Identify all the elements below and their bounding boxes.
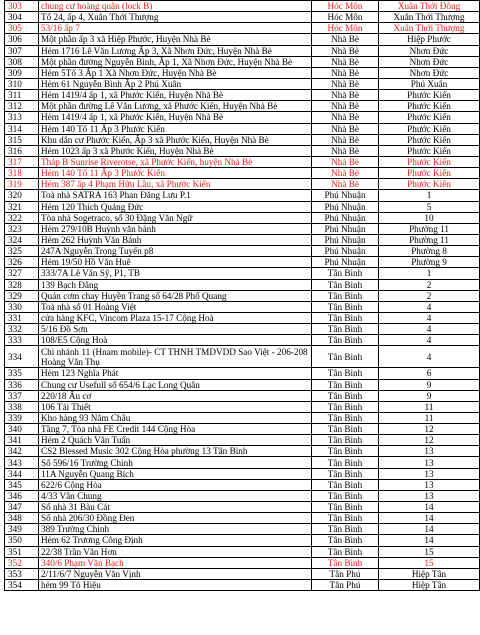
ward-cell: 11 [379, 401, 480, 412]
address-cell: 389 Trường Chinh [39, 524, 312, 535]
row-number-cell: 310 [5, 78, 39, 89]
table-row [5, 223, 480, 234]
table-row [5, 502, 480, 513]
address-cell: Hẻm 1419/4 ấp 1, xã Phước Kiển, Huyện Nhà Bè [39, 112, 312, 123]
table-row [5, 234, 480, 245]
district-cell: Nhà Bè [312, 134, 379, 145]
table-row [5, 290, 480, 301]
ward-cell: 14 [379, 524, 480, 535]
ward-cell: Phước Kiển [379, 123, 480, 134]
row-number-cell: 314 [5, 123, 39, 134]
row-number-cell: 313 [5, 112, 39, 123]
ward-cell: 4 [379, 346, 480, 368]
table-row [5, 524, 480, 535]
ward-cell: 1 [379, 268, 480, 279]
row-number-cell: 320 [5, 190, 39, 201]
address-cell: Tầng 7, Tòa nhà FE Credit 144 Cộng Hòa [39, 424, 312, 435]
district-cell: Tân Bình [312, 513, 379, 524]
district-cell: Tân Bình [312, 412, 379, 423]
row-number-cell: 309 [5, 67, 39, 78]
table-row [5, 546, 480, 557]
table-row [5, 446, 480, 457]
district-cell: Nhà Bè [312, 168, 379, 179]
row-number-cell: 345 [5, 479, 39, 490]
table-row [5, 257, 480, 268]
district-cell: Phú Nhuận [312, 246, 379, 257]
address-cell: Tháp B Sunrise Riverotse, xã Phước Kiển, huyện Nhà Bè [39, 156, 312, 167]
address-cell: 53/16 ấp 7 [39, 23, 312, 34]
district-cell: Tân Phú [312, 568, 379, 579]
address-cell: 106 Tái Thiết [39, 401, 312, 412]
district-cell: Tân Bình [312, 324, 379, 335]
address-cell: Số nhà 31 Bàu Cát [39, 502, 312, 513]
ward-cell: 15 [379, 557, 480, 568]
ward-cell: Phước Kiển [379, 179, 480, 190]
address-cell: Quán cơm chay Huyền Trang số 64/28 Phổ Quang [39, 290, 312, 301]
ward-cell: 13 [379, 490, 480, 501]
address-cell: 11A Nguyễn Quang Bích [39, 468, 312, 479]
district-cell: Tân Bình [312, 479, 379, 490]
row-number-cell: 344 [5, 468, 39, 479]
address-cell: 622/6 Cộng Hòa [39, 479, 312, 490]
address-cell: 333/7A Lê Văn Sỹ, P1, TB [39, 268, 312, 279]
ward-cell: 13 [379, 457, 480, 468]
ward-cell: 10 [379, 212, 480, 223]
ward-cell: 5 [379, 201, 480, 212]
district-cell: Tân Phú [312, 580, 379, 591]
table-row [5, 23, 480, 34]
district-cell: Phú Nhuận [312, 212, 379, 223]
address-cell: 108/E5 Cộng Hoà [39, 335, 312, 346]
ward-cell: Nhơn Đức [379, 45, 480, 56]
address-cell: Hẻm 123 Nghĩa Phát [39, 368, 312, 379]
ward-cell: Xuân Thới Thượng [379, 23, 480, 34]
table-row [5, 513, 480, 524]
table-row [5, 468, 480, 479]
address-cell: Toà nhà SATRA 163 Phan Đăng Lưu P.1 [39, 190, 312, 201]
row-number-cell: 308 [5, 56, 39, 67]
row-number-cell: 315 [5, 134, 39, 145]
ward-cell: 12 [379, 435, 480, 446]
ward-cell: Xuân Thới Thượng [379, 12, 480, 23]
row-number-cell: 348 [5, 513, 39, 524]
row-number-cell: 340 [5, 424, 39, 435]
row-number-cell: 350 [5, 535, 39, 546]
ward-cell: Hiệp Tân [379, 568, 480, 579]
table-row [5, 145, 480, 156]
table-row [5, 1, 480, 12]
address-cell: Chi nhánh 11 (Hnam mobile)- CT THNH TMDVDD Sao Việt - 206-208 Hoàng Văn Thụ [39, 346, 312, 368]
district-cell: Tân Bình [312, 535, 379, 546]
district-cell: Tân Bình [312, 390, 379, 401]
ward-cell: 12 [379, 424, 480, 435]
district-cell: Tân Bình [312, 524, 379, 535]
address-cell: 340/6 Phạm Văn Bạch [39, 557, 312, 568]
district-cell: Phú Nhuận [312, 257, 379, 268]
ward-cell: 6 [379, 368, 480, 379]
address-cell: Hẻm 5Tổ 3 Ấp 1 Xã Nhơn Đức, Huyện Nhà Bè [39, 67, 312, 78]
table-row [5, 101, 480, 112]
ward-cell: Phường 9 [379, 257, 480, 268]
address-cell: Hẻm 62 Trương Công Định [39, 535, 312, 546]
row-number-cell: 329 [5, 290, 39, 301]
table-row [5, 568, 480, 579]
district-cell: Nhà Bè [312, 90, 379, 101]
table-row [5, 557, 480, 568]
district-cell: Nhà Bè [312, 123, 379, 134]
address-cell: Toà nhà số 01 Hoàng Việt [39, 301, 312, 312]
row-number-cell: 347 [5, 502, 39, 513]
ward-cell: 1 [379, 190, 480, 201]
ward-cell: Phước Kiển [379, 112, 480, 123]
row-number-cell: 307 [5, 45, 39, 56]
table-row [5, 324, 480, 335]
address-cell: Hẻm 140 Tổ 11 Ấp 3 Phước Kiển [39, 123, 312, 134]
district-cell: Tân Bình [312, 335, 379, 346]
row-number-cell: 321 [5, 201, 39, 212]
row-number-cell: 346 [5, 490, 39, 501]
row-number-cell: 311 [5, 90, 39, 101]
table-body [5, 1, 480, 591]
table-row [5, 90, 480, 101]
table-row [5, 268, 480, 279]
row-number-cell: 333 [5, 335, 39, 346]
ward-cell: 13 [379, 468, 480, 479]
row-number-cell: 328 [5, 279, 39, 290]
row-number-cell: 349 [5, 524, 39, 535]
district-cell: Tân Bình [312, 279, 379, 290]
table-row [5, 156, 480, 167]
row-number-cell: 323 [5, 223, 39, 234]
table-row [5, 435, 480, 446]
table-row [5, 479, 480, 490]
row-number-cell: 335 [5, 368, 39, 379]
ward-cell: Nhơn Đức [379, 67, 480, 78]
ward-cell: Phước Kiển [379, 90, 480, 101]
address-cell: hẻm 99 Tô Hiệu [39, 580, 312, 591]
ward-cell: 13 [379, 446, 480, 457]
district-cell: Tân Bình [312, 457, 379, 468]
address-cell: Hẻm 2 Quách Văn Tuấn [39, 435, 312, 446]
row-number-cell: 305 [5, 23, 39, 34]
address-cell: Tòa nhà Sogetraco, số 30 Đặng Văn Ngữ [39, 212, 312, 223]
ward-cell: Phường 11 [379, 234, 480, 245]
data-table [4, 0, 480, 591]
address-cell: 4/33 Vân Chung [39, 490, 312, 501]
row-number-cell: 312 [5, 101, 39, 112]
table-row [5, 34, 480, 45]
district-cell: Tân Bình [312, 401, 379, 412]
table-row [5, 134, 480, 145]
table-row [5, 45, 480, 56]
table-row [5, 190, 480, 201]
row-number-cell: 330 [5, 301, 39, 312]
address-cell: 2/11/6/7 Nguyễn Văn Vịnh [39, 568, 312, 579]
address-cell: Số 596/16 Trường Chinh [39, 457, 312, 468]
row-number-cell: 326 [5, 257, 39, 268]
address-cell: Hẻm 1023 ấp 3 xã Phước Kiển, Huyện Nhà Bè [39, 145, 312, 156]
district-cell: Tân Bình [312, 435, 379, 446]
district-cell: Tân Bình [312, 290, 379, 301]
address-cell: Hẻm 120 Thích Quảng Đức [39, 201, 312, 212]
row-number-cell: 325 [5, 246, 39, 257]
row-number-cell: 319 [5, 179, 39, 190]
table-row [5, 67, 480, 78]
district-cell: Nhà Bè [312, 112, 379, 123]
ward-cell: Phước Kiển [379, 134, 480, 145]
district-cell: Tân Bình [312, 346, 379, 368]
district-cell: Tân Bình [312, 502, 379, 513]
row-number-cell: 331 [5, 312, 39, 323]
ward-cell: Phú Xuân [379, 78, 480, 89]
table-row [5, 457, 480, 468]
row-number-cell: 334 [5, 346, 39, 368]
ward-cell: Phước Kiển [379, 156, 480, 167]
row-number-cell: 317 [5, 156, 39, 167]
ward-cell: Phường 8 [379, 246, 480, 257]
district-cell: Tân Bình [312, 268, 379, 279]
row-number-cell: 336 [5, 379, 39, 390]
address-cell: 139 Bạch Đằng [39, 279, 312, 290]
table-row [5, 56, 480, 67]
ward-cell: 4 [379, 312, 480, 323]
district-cell: Phú Nhuận [312, 201, 379, 212]
district-cell: Nhà Bè [312, 45, 379, 56]
district-cell: Tân Bình [312, 546, 379, 557]
address-cell: Kho hàng 93 Năm Châu [39, 412, 312, 423]
district-cell: Nhà Bè [312, 156, 379, 167]
ward-cell: 15 [379, 546, 480, 557]
row-number-cell: 339 [5, 412, 39, 423]
ward-cell: Phước Kiển [379, 101, 480, 112]
ward-cell: 9 [379, 379, 480, 390]
district-cell: Phú Nhuận [312, 234, 379, 245]
district-cell: Hóc Môn [312, 12, 379, 23]
row-number-cell: 306 [5, 34, 39, 45]
district-cell: Tân Bình [312, 490, 379, 501]
row-number-cell: 337 [5, 390, 39, 401]
address-cell: Tổ 24, ấp 4, Xuân Thới Thượng [39, 12, 312, 23]
ward-cell: Hiệp Tân [379, 580, 480, 591]
table-row [5, 168, 480, 179]
district-cell: Nhà Bè [312, 179, 379, 190]
district-cell: Phú Nhuận [312, 190, 379, 201]
address-cell: cửa hàng KFC, Vincom Plaza 15-17 Cộng Hoà [39, 312, 312, 323]
address-cell: 5/16 Đồ Sơn [39, 324, 312, 335]
district-cell: Tân Bình [312, 446, 379, 457]
district-cell: Tân Bình [312, 379, 379, 390]
table-row [5, 312, 480, 323]
table-row [5, 379, 480, 390]
row-number-cell: 338 [5, 401, 39, 412]
row-number-cell: 341 [5, 435, 39, 446]
address-cell: Một phần đường Lê Văn Lương, xã Phước Kiển, Huyện Nhà Bè [39, 101, 312, 112]
address-cell: Hẻm 140 Tổ 11 Ấp 3 Phước Kiển [39, 168, 312, 179]
address-cell: chung cư hoàng quân (lock B) [39, 1, 312, 12]
row-number-cell: 327 [5, 268, 39, 279]
district-cell: Tân Bình [312, 557, 379, 568]
district-cell: Nhà Bè [312, 78, 379, 89]
district-cell: Nhà Bè [312, 67, 379, 78]
ward-cell: Hiệp Phước [379, 34, 480, 45]
ward-cell: Nhơn Đức [379, 56, 480, 67]
address-cell: 247A Nguyễn Trọng Tuyển p8 [39, 246, 312, 257]
ward-cell: 11 [379, 412, 480, 423]
address-cell: Hẻm 279/10B Huỳnh văn bánh [39, 223, 312, 234]
row-number-cell: 343 [5, 457, 39, 468]
table-row [5, 279, 480, 290]
table-row [5, 346, 480, 368]
ward-cell: Phường 11 [379, 223, 480, 234]
address-cell: 220/18 Âu cơ [39, 390, 312, 401]
row-number-cell: 332 [5, 324, 39, 335]
table-row [5, 12, 480, 23]
table-row [5, 580, 480, 591]
ward-cell: 14 [379, 502, 480, 513]
table-row [5, 179, 480, 190]
table-row [5, 412, 480, 423]
row-number-cell: 324 [5, 234, 39, 245]
ward-cell: 14 [379, 513, 480, 524]
district-cell: Tân Bình [312, 301, 379, 312]
row-number-cell: 342 [5, 446, 39, 457]
address-cell: Hẻm 262 Huỳnh Văn Bánh [39, 234, 312, 245]
district-cell: Nhà Bè [312, 145, 379, 156]
ward-cell: 4 [379, 335, 480, 346]
row-number-cell: 352 [5, 557, 39, 568]
district-cell: Hóc Môn [312, 1, 379, 12]
ward-cell: 14 [379, 535, 480, 546]
ward-cell: 9 [379, 390, 480, 401]
district-cell: Hóc Môn [312, 23, 379, 34]
row-number-cell: 318 [5, 168, 39, 179]
ward-cell: 4 [379, 301, 480, 312]
district-cell: Phú Nhuận [312, 223, 379, 234]
table-row [5, 123, 480, 134]
table-row [5, 335, 480, 346]
address-cell: Số nhà 206/30 Đồng Đen [39, 513, 312, 524]
table-row [5, 535, 480, 546]
ward-cell: 2 [379, 279, 480, 290]
ward-cell: 4 [379, 324, 480, 335]
district-cell: Tân Bình [312, 424, 379, 435]
table-row [5, 78, 480, 89]
table-row [5, 490, 480, 501]
address-cell: CS2 Blessed Music 302 Cộng Hòa phường 13 Tân Bình [39, 446, 312, 457]
address-cell: Hẻm 19/50 Hồ Văn Huê [39, 257, 312, 268]
ward-cell: Xuân Thới Đông [379, 1, 480, 12]
row-number-cell: 303 [5, 1, 39, 12]
address-cell: Khu dân cư Phước Kiển, Ấp 3 xã Phước Kiển, Huyện Nhà Bè [39, 134, 312, 145]
table-row [5, 401, 480, 412]
district-cell: Nhà Bè [312, 56, 379, 67]
address-cell: Một phần đường Nguyễn Bình, Ấp 1, Xã Nhơn Đức, Huyện Nhà Bè [39, 56, 312, 67]
table-row [5, 390, 480, 401]
row-number-cell: 316 [5, 145, 39, 156]
district-cell: Tân Bình [312, 312, 379, 323]
table-row [5, 112, 480, 123]
district-cell: Tân Bình [312, 368, 379, 379]
row-number-cell: 353 [5, 568, 39, 579]
address-cell: Chung cư Usefull số 654/6 Lạc Long Quân [39, 379, 312, 390]
table-row [5, 424, 480, 435]
table-row [5, 368, 480, 379]
address-cell: Hẻm 1419/4 ấp 1, xã Phước Kiển, Huyện Nhà Bè [39, 90, 312, 101]
address-cell: Một phần ấp 3 xã Hiệp Phước, Huyện Nhà Bè [39, 34, 312, 45]
address-cell: Hẻm 61 Nguyễn Bình Ấp 2 Phú Xuân [39, 78, 312, 89]
address-cell: Hẻm 387 ấp 4 Phạm Hữu Lầu, xã Phước Kiển [39, 179, 312, 190]
row-number-cell: 351 [5, 546, 39, 557]
district-cell: Nhà Bè [312, 101, 379, 112]
row-number-cell: 304 [5, 12, 39, 23]
table-row [5, 212, 480, 223]
district-cell: Tân Bình [312, 468, 379, 479]
table-row [5, 201, 480, 212]
row-number-cell: 322 [5, 212, 39, 223]
address-cell: Hẻm 1716 Lê Văn Lương Ấp 3, Xã Nhơn Đức, Huyện Nhà Bè [39, 45, 312, 56]
ward-cell: 13 [379, 479, 480, 490]
ward-cell: 2 [379, 290, 480, 301]
table-row [5, 301, 480, 312]
ward-cell: Phước Kiển [379, 168, 480, 179]
district-cell: Nhà Bè [312, 34, 379, 45]
address-cell: 22/38 Trần Văn Hơn [39, 546, 312, 557]
row-number-cell: 354 [5, 580, 39, 591]
table-row [5, 246, 480, 257]
ward-cell: Phước Kiển [379, 145, 480, 156]
